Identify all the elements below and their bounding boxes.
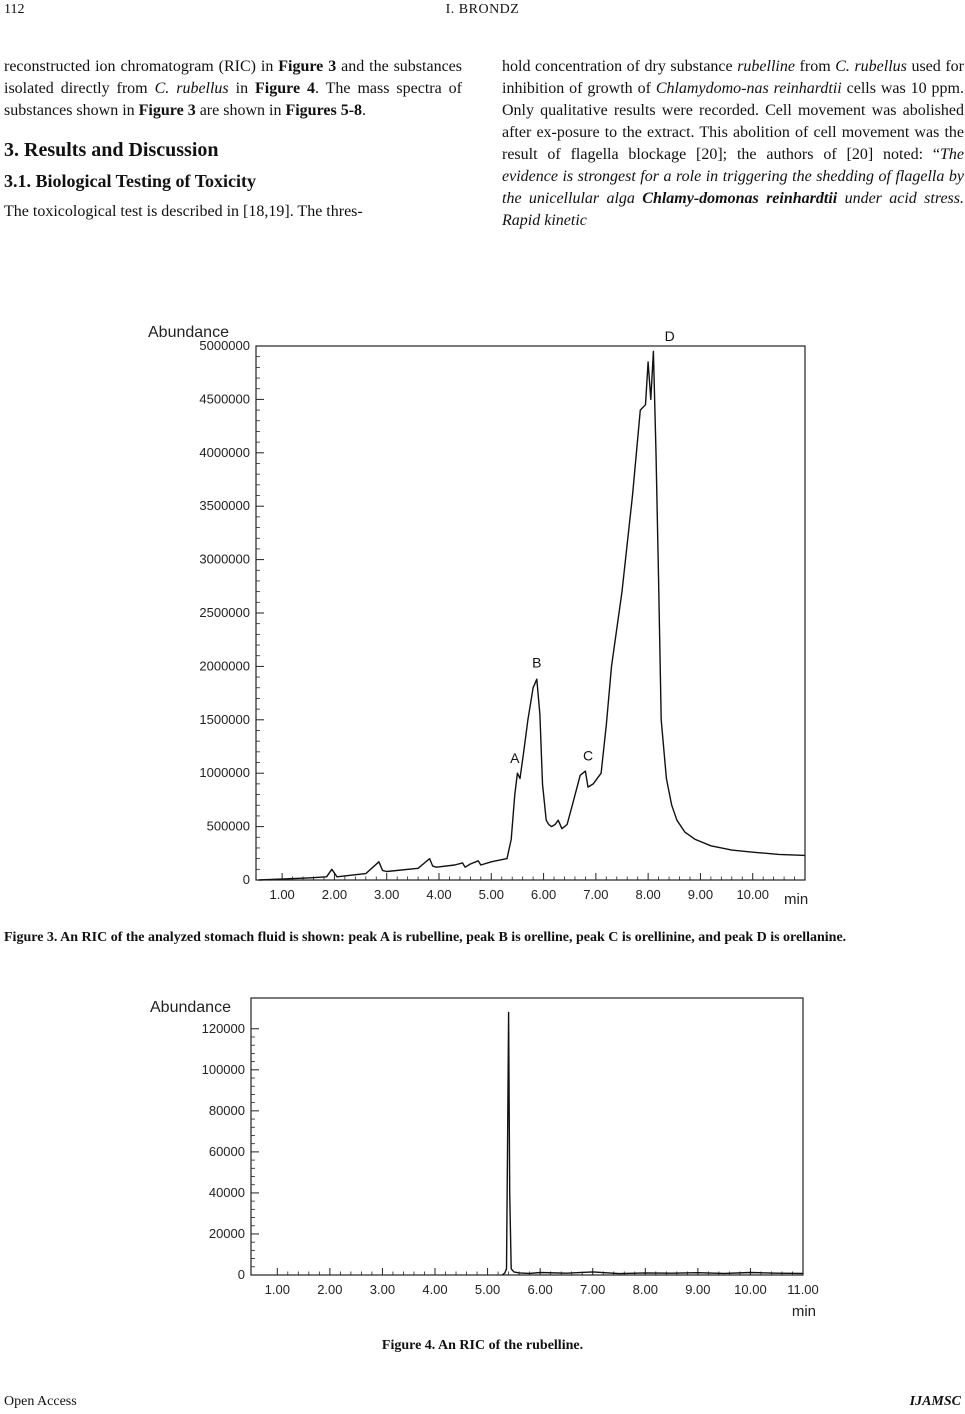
text-run: from [794, 58, 836, 75]
y-tick-label: 60000 [208, 1143, 245, 1159]
paragraph-threshold [502, 56, 964, 232]
y-tick-label: 0 [237, 1267, 245, 1282]
y-tick-label: 3000000 [199, 551, 250, 567]
y-tick-label: 3500000 [199, 498, 250, 514]
text-run: Chlamy-domonas reinhardtii [642, 190, 838, 207]
text-run: under acid stress. Rapid kinetic [502, 190, 965, 229]
x-tick-label: 8.00 [632, 1282, 658, 1297]
x-tick-label: 8.00 [635, 887, 661, 902]
subsection-heading-toxicity: 3.1. Biological Testing of Toxicity [4, 171, 257, 191]
text-run: Chlamydomo-nas reinhardtii [655, 80, 842, 97]
y-axis-label: Abundance [148, 324, 229, 341]
paragraph-ric-intro [4, 56, 462, 122]
y-tick-label: 0 [242, 872, 250, 887]
x-tick-label: 10.00 [736, 887, 769, 902]
running-header-author: I. BRONDZ [445, 2, 520, 17]
y-tick-label: 20000 [208, 1225, 245, 1241]
text-run: Figure 3 [278, 58, 337, 75]
x-tick-label: 5.00 [474, 1282, 501, 1297]
text-run: and the substances isolated directly from [4, 58, 463, 97]
y-tick-label: 1500000 [199, 711, 250, 727]
text-run: Figures 5-8 [285, 102, 363, 119]
x-tick-label: 9.00 [685, 1282, 711, 1297]
text-run: C. rubellus [154, 80, 229, 97]
left-column [4, 56, 462, 223]
peak-label-d: D [664, 327, 675, 344]
text-run: C. rubellus [835, 58, 907, 75]
x-tick-label: 1.00 [264, 1282, 290, 1297]
paragraph-toxicological-test [4, 201, 462, 223]
chromatogram-trace [259, 351, 805, 880]
text-run: in [228, 80, 256, 97]
y-tick-label: 5000000 [199, 338, 250, 353]
text-run: The evidence is strongest for a role in triggering the shedding of flagella by the unicellular alga [502, 146, 964, 207]
x-tick-label: 7.00 [583, 887, 609, 902]
y-axis-label: Abundance [150, 999, 231, 1016]
x-axis-label: min [784, 891, 809, 908]
y-tick-label: 120000 [201, 1020, 245, 1036]
y-tick-label: 2000000 [199, 658, 250, 674]
x-tick-label: 3.00 [374, 887, 400, 902]
x-axis-label: min [791, 1303, 816, 1320]
x-tick-label: 3.00 [369, 1282, 396, 1297]
text-run: cells was 10 ppm. Only qualitative results were recorded. Cell movement was abolished after ex-posure to the extract. This abolition of cell movement was the result of flagella blockage [20]; the authors of [20] noted: “ [502, 80, 964, 163]
x-tick-label: 2.00 [321, 887, 348, 902]
y-tick-label: 40000 [208, 1184, 245, 1200]
y-tick-label: 2500000 [199, 605, 250, 620]
text-run: . [362, 102, 367, 119]
section-heading-results: 3. Results and Discussion [4, 139, 219, 161]
x-tick-label: 9.00 [687, 887, 714, 902]
x-tick-label: 5.00 [478, 887, 504, 902]
peak-label-c: C [582, 747, 594, 764]
plot-frame [251, 998, 803, 1275]
x-tick-label: 10.00 [734, 1282, 767, 1297]
peak-label-a: A [510, 749, 520, 766]
x-tick-label: 2.00 [317, 1282, 343, 1297]
text-run: Figure 3 [138, 102, 196, 119]
text-run: used for inhibition of growth of [502, 58, 965, 97]
x-tick-label: 11.00 [787, 1282, 819, 1297]
figure-3-chromatogram [140, 315, 820, 915]
y-tick-label: 4500000 [199, 391, 250, 407]
page-number: 112 [4, 2, 25, 17]
x-tick-label: 6.00 [527, 1282, 553, 1297]
text-run: rubelline [737, 58, 795, 75]
x-tick-label: 1.00 [269, 887, 295, 902]
figure-4-caption: Figure 4. An RIC of the rubelline. [381, 1338, 584, 1353]
plot-frame [256, 346, 805, 880]
figure-4-chromatogram [140, 990, 830, 1325]
x-tick-label: 4.00 [426, 887, 452, 902]
y-tick-label: 4000000 [199, 444, 250, 460]
text-run: Figure 4 [255, 80, 315, 97]
x-tick-label: 7.00 [580, 1282, 606, 1297]
x-tick-label: 6.00 [530, 887, 557, 902]
peak-label-b: B [532, 654, 542, 671]
y-tick-label: 500000 [206, 818, 250, 834]
footer-open-access: Open Access [4, 1394, 77, 1409]
text-run: . The mass spectra of substances shown in [4, 80, 463, 119]
y-tick-label: 1000000 [199, 765, 250, 781]
figure-3-caption: Figure 3. An RIC of the analyzed stomach fluid is shown: peak A is rubelline, peak B is orelline, peak C is orellinine, and peak D is orellanine. [4, 930, 847, 945]
text-run: reconstructed ion chromatogram (RIC) in [4, 58, 279, 75]
right-column [502, 56, 964, 232]
text-run: are shown in [195, 102, 286, 119]
y-tick-label: 100000 [201, 1061, 245, 1077]
footer-journal: IJAMSC [909, 1394, 961, 1409]
y-tick-label: 80000 [208, 1102, 245, 1118]
text-run: hold concentration of dry substance [502, 58, 738, 75]
x-tick-label: 4.00 [422, 1282, 448, 1297]
chromatogram-trace [502, 1012, 803, 1275]
text-run: The toxicological test is described in [18,19]. The thres- [4, 203, 363, 220]
